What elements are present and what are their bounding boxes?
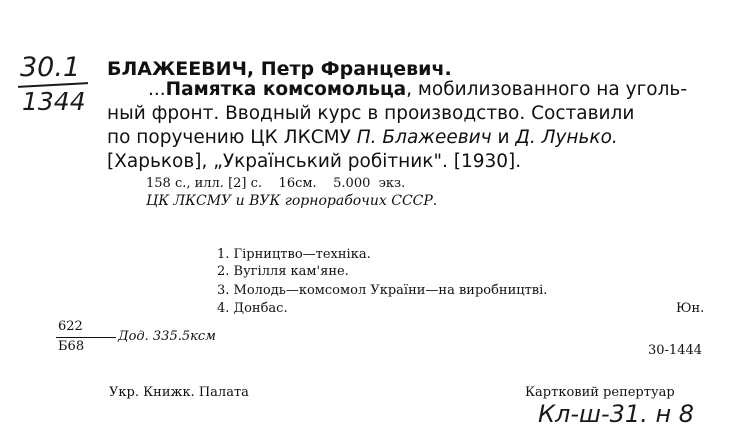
card-number: 30-1444 bbox=[648, 343, 703, 358]
author-heading bbox=[107, 58, 452, 80]
subject-3: 3. Молодь—комсомол України—на виробництві. bbox=[217, 283, 548, 298]
footer-repertoire: Картковий репертуар bbox=[525, 385, 675, 400]
line3-c: и bbox=[491, 127, 516, 148]
subject-4: 4. Донбас. bbox=[217, 301, 288, 316]
title-prefix: ... bbox=[148, 79, 166, 100]
subjects-code: Юн. bbox=[676, 301, 705, 316]
compiler-2: Д. Лунько. bbox=[515, 127, 618, 148]
supplement-note bbox=[118, 329, 216, 344]
physical-description: 158 с., илл. [2] с. 16см. 5.000 экз. bbox=[146, 176, 406, 191]
title-rest: , мобилизованного на уголь- bbox=[406, 79, 688, 100]
title-bold: Памятка комсомольца bbox=[165, 79, 407, 100]
publisher-note: ЦК ЛКСМУ и ВУК горнорабочих СССР. bbox=[146, 193, 438, 209]
imprint-line: [Харьков], „Український робітник". [1930]. bbox=[107, 151, 522, 172]
supplement-text: Дод. 335.5ксм bbox=[118, 329, 216, 344]
class-number-top: 622 bbox=[58, 319, 83, 334]
title-line-3 bbox=[107, 127, 618, 148]
subject-2: 2. Вугілля кам'яне. bbox=[217, 264, 349, 279]
class-number-bottom: Б68 bbox=[58, 339, 85, 354]
subject-1: 1. Гірництво—техніка. bbox=[217, 247, 371, 262]
title-line-2: ный фронт. Вводный курс в производство. Составили bbox=[107, 103, 635, 124]
handwritten-shelfmark-bottom: 1344 bbox=[22, 87, 86, 116]
compiler-1: П. Блажеевич bbox=[356, 127, 492, 148]
class-fraction-line bbox=[56, 337, 116, 338]
footer-publisher: Укр. Книжк. Палата bbox=[109, 385, 249, 400]
author-name: БЛАЖЕЕВИЧ, Петр Францевич. bbox=[107, 58, 452, 80]
handwritten-date-note: Кл-ш-31. н 8 bbox=[538, 400, 695, 428]
title-line-1 bbox=[148, 79, 687, 100]
line3-a: по поручению ЦК ЛКСМУ bbox=[107, 127, 357, 148]
handwritten-shelfmark-top: 30.1 bbox=[20, 52, 81, 83]
